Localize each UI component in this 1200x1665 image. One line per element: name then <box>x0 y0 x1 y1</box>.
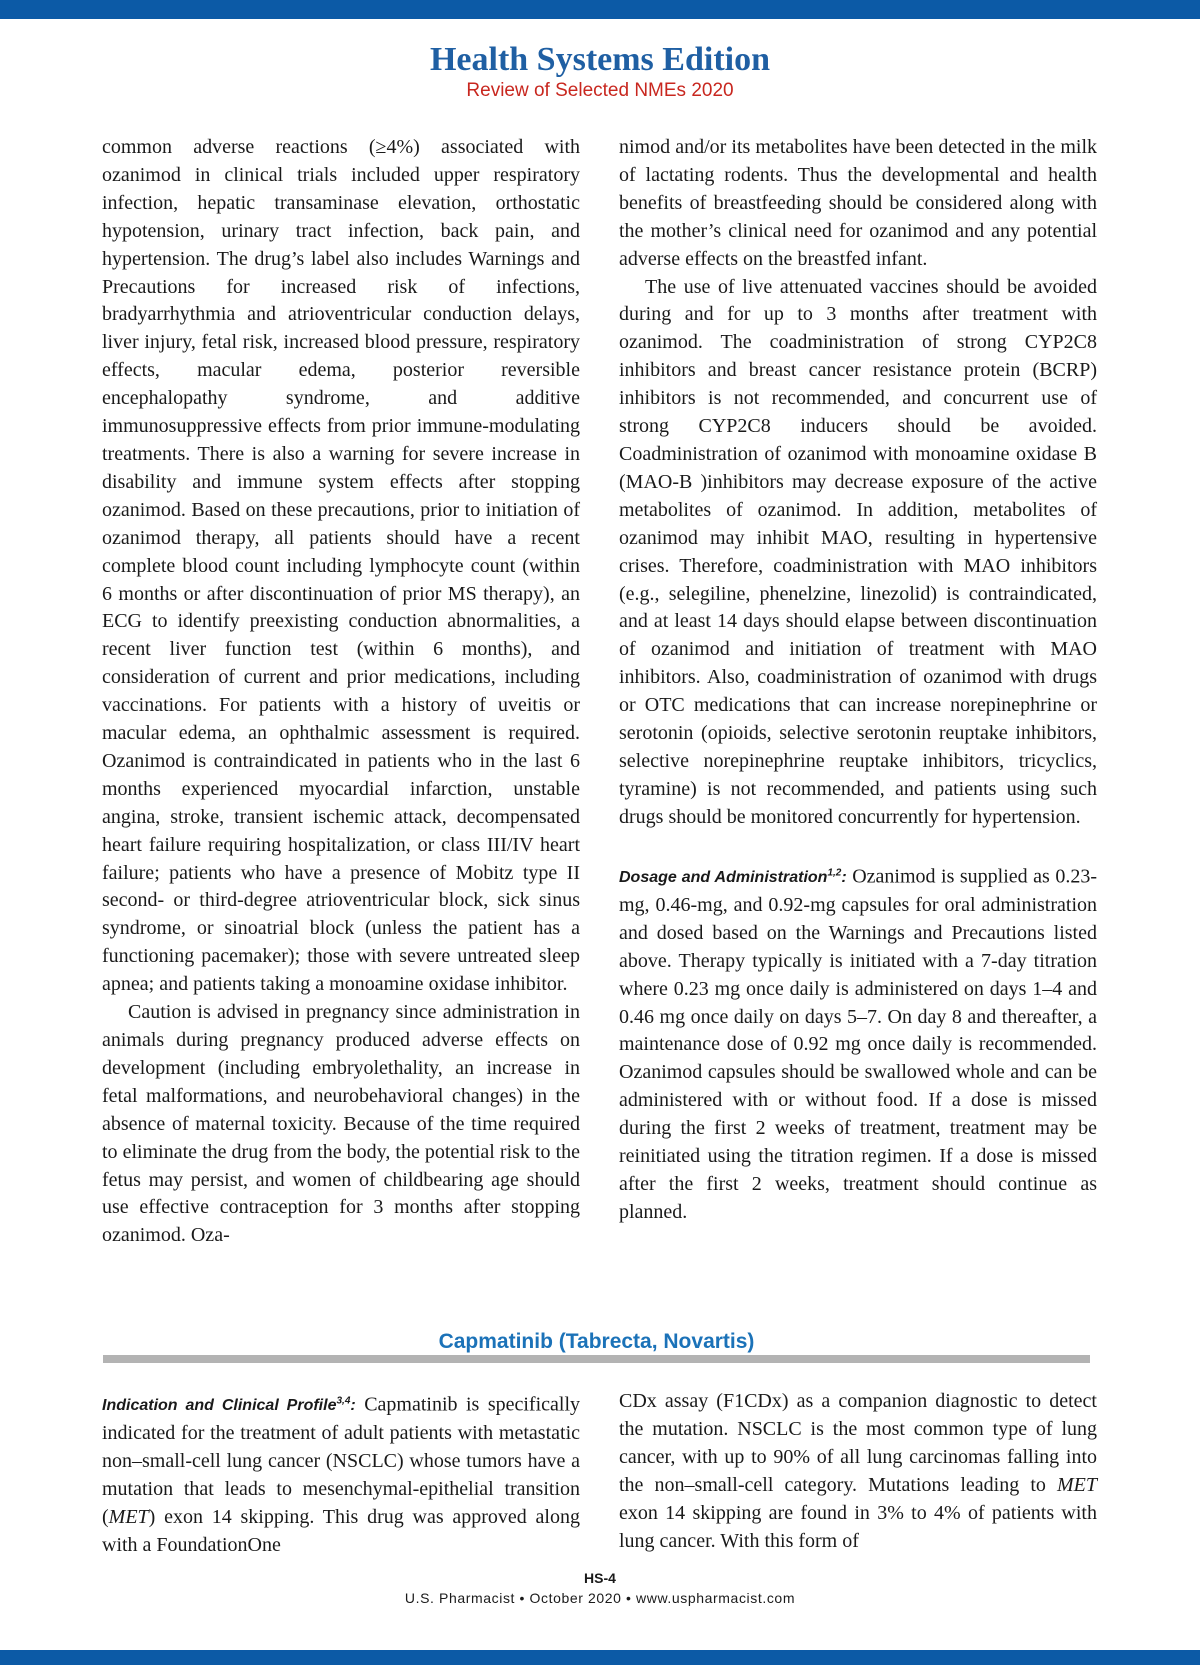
masthead <box>0 40 1200 102</box>
dosage-references: 1,2 <box>827 867 842 879</box>
dosage-heading-text: Dosage and Administration <box>619 868 828 886</box>
met-gene: MET <box>108 1505 149 1528</box>
paragraph: nimod and/or its metabolites have been detected in the milk of lactating rodents. Thus the developmental and health benefits of breastfeeding should be considered along with the mother’s clinical need for ozanimod and any potential adverse effects on the breastfed infant. <box>619 136 1097 270</box>
dosage-heading <box>619 869 847 886</box>
paragraph <box>619 1388 1097 1555</box>
indication-heading-text: Indication and Clinical Profile <box>102 1397 337 1415</box>
indication-paragraph <box>102 1388 580 1560</box>
ozanimod-column-left <box>102 134 580 1250</box>
edition-subtitle: Review of Selected NMEs 2020 <box>466 80 734 101</box>
page-footer <box>0 1568 1200 1608</box>
section-heading <box>103 1328 1090 1368</box>
indication-heading <box>102 1397 356 1414</box>
bottom-color-bar <box>0 1650 1200 1665</box>
indication-references: 3,4 <box>336 1396 351 1407</box>
ozanimod-column-right <box>619 134 1097 1227</box>
paragraph: common adverse reactions (≥4%) associated with ozanimod in clinical trials included upper respiratory infection, hepatic transaminase elevation, orthostatic hypotension, urinary tract infection, back pain, and hypertension. The drug’s label also includes Warnings and Precautions for increased risk of infections, bradyarrhythmia and atrioventricular conduction delays, liver injury, fetal risk, increased blood pressure, respiratory effects, macular edema, posterior reversible encephalopathy syndrome, and additive immunosuppressive effects from prior immune-modulating treatments. There is also a warning for severe increase in disability and immune system effects after stopping ozanimod. Based on these precautions, prior to initiation of ozanimod therapy, all patients should have a recent complete blood count including lymphocyte count (within 6 months or after discontinuation of prior MS therapy), an ECG to identify preexisting conduction abnormalities, a recent liver function test (within 6 months), and consideration of current and prior medications, including vaccinations. For patients with a history of uveitis or macular edema, an ophthalmic assessment is required. Ozanimod is contraindicated in patients who in the last 6 months experienced myocardial infarction, unstable angina, stroke, transient ischemic attack, decompensated heart failure requiring hospitalization, or class III/IV heart failure; patients who have a presence of Mobitz type II second- or third-degree atrioventricular block, sick sinus syndrome, or sinoatrial block (unless the patient has a functioning pacemaker); those with severe untreated sleep apnea; and patients taking a monoamine oxidase inhibitor. <box>102 136 580 996</box>
paragraph: Caution is advised in pregnancy since administration in animals during pregnancy produced adverse effects on development (including embryolethality, an increase in fetal malformations, and neurobehavioral changes) in the absence of maternal toxicity. Because of the time required to eliminate the drug from the body, the potential risk to the fetus may persist, and women of childbearing age should use effective contraception for 3 months after stopping ozanimod. Oza- <box>102 1001 580 1247</box>
indication-colon: : <box>350 1397 356 1415</box>
capmatinib-column-right <box>619 1388 1097 1555</box>
paragraph: The use of live attenuated vaccines should be avoided during and for up to 3 months after treatment with ozanimod. The coadministration of strong CYP2C8 inhibitors and breast cancer resistance protein (BCRP) inhibitors is not recommended, and concurrent use of strong CYP2C8 inducers should be avoided. Coadministration of ozanimod with monoamine oxidase B (MAO-B )inhibitors may decrease exposure of the active metabolites of ozanimod. In addition, metabolites of ozanimod may inhibit MAO, resulting in hypertensive crises. Therefore, coadministration with MAO inhibitors (e.g., selegiline, phenelzine, linezolid) is contraindicated, and at least 14 days should elapse between discontinuation of ozanimod and initiation of treatment with MAO inhibitors. Also, coadministration of ozanimod with drugs or OTC medications that can increase norepinephrine or serotonin (opioids, selective serotonin reuptake inhibitors, selective norepinephrine reuptake inhibitors, tricyclics, tyramine) is not recommended, and patients using such drugs should be monitored concurrently for hypertension. <box>619 275 1097 828</box>
page-number: HS-4 <box>584 1570 616 1586</box>
indication-text-b: ) exon 14 skipping. This drug was approved along with a FoundationOne <box>102 1505 580 1556</box>
capmatinib-column-left <box>102 1388 580 1560</box>
edition-title: Health Systems Edition <box>429 41 771 78</box>
met-gene: MET <box>1057 1473 1097 1496</box>
section-title: Capmatinib (Tabrecta, Novartis) <box>435 1330 759 1353</box>
publication-info: U.S. Pharmacist • October 2020 • www.uspharmacist.com <box>404 1590 796 1606</box>
dosage-colon: : <box>841 868 847 886</box>
cdx-text-a: CDx assay (F1CDx) as a companion diagnostic to detect the mutation. NSCLC is the most common type of lung cancer, with up to 90% of all lung carcinomas falling into the non–small-cell category. Mutations leading to <box>619 1390 1097 1496</box>
dosage-text: Ozanimod is supplied as 0.23-mg, 0.46-mg, and 0.92-mg capsules for oral administration and dosed based on the Warnings and Precautions listed above. Therapy typically is initiated with a 7-day titration where 0.23 mg once daily is administered on days 1–4 and 0.46 mg once daily on days 5–7. On day 8 and thereafter, a maintenance dose of 0.92 mg once daily is recommended. Ozanimod capsules should be swallowed whole and can be administered with or without food. If a dose is missed during the first 2 weeks of treatment, treatment may be reinitiated using the titration regimen. If a dose is missed after the first 2 weeks, treatment should continue as planned. <box>619 864 1097 1223</box>
indication-text-a: Capmatinib is specifically indicated for the treatment of adult patients with metastatic non–small-cell lung cancer (NSCLC) whose tumors have a mutation that leads to mesenchymal-epithelial transition ( <box>102 1393 581 1528</box>
cdx-text-b: exon 14 skipping are found in 3% to 4% of patients with lung cancer. With this form of <box>619 1501 1097 1552</box>
dosage-paragraph <box>619 860 1097 1227</box>
section-rule <box>103 1355 1090 1363</box>
top-color-bar <box>0 0 1200 19</box>
